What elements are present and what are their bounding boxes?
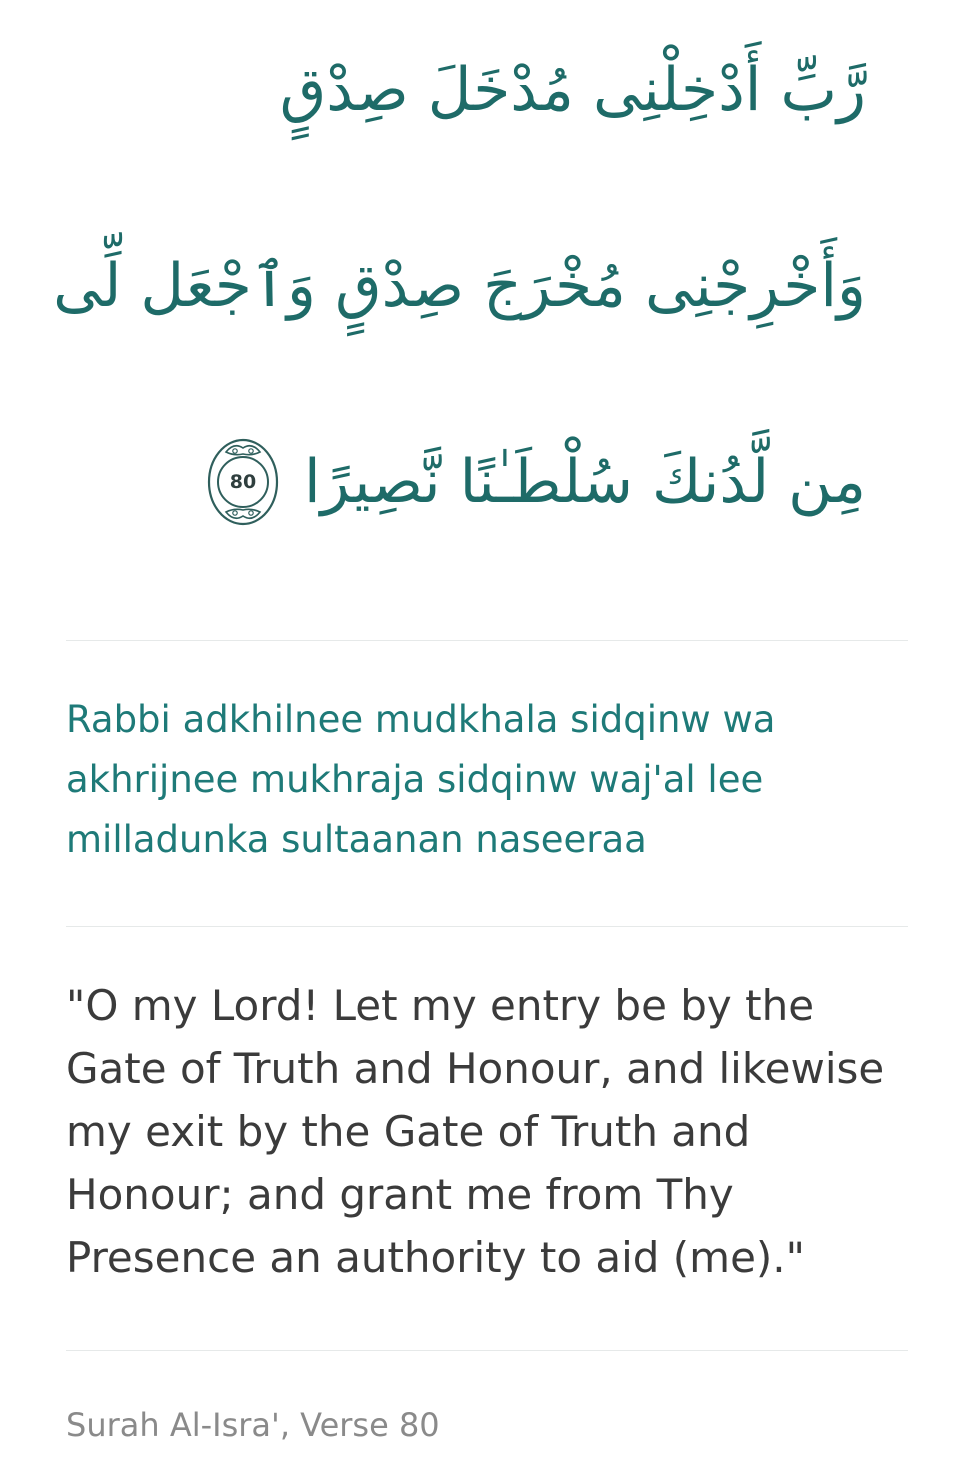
divider-3: [66, 1350, 908, 1351]
divider-2: [66, 926, 908, 927]
verse-reference: Surah Al-Isra', Verse 80: [66, 1406, 440, 1444]
arabic-line-1: رَّبِّ أَدْخِلْنِى مُدْخَلَ صِدْقٍ: [279, 55, 866, 125]
transliteration-text: Rabbi adkhilnee mudkhala sidqinw wa akhrijnee mukhraja sidqinw waj'al lee milladunka sultaanan naseeraa: [66, 698, 776, 861]
verse-number-marker: [204, 434, 282, 530]
translation-text: "O my Lord! Let my entry be by the Gate of Truth and Honour, and likewise my exit by the Gate of Truth and Honour; and grant me from Thy Presence an authority to aid (me).": [66, 981, 885, 1282]
arabic-line-3-container: [66, 422, 866, 542]
arabic-line-2: وَأَخْرِجْنِى مُخْرَجَ صِدْقٍ وَٱجْعَل لِّى: [53, 251, 866, 321]
divider-1: [66, 640, 908, 641]
arabic-verse: [53, 30, 866, 542]
arabic-line-3: مِن لَّدُنكَ سُلْطَـٰنًا نَّصِيرًا: [303, 447, 866, 517]
verse-number: 80: [229, 471, 257, 493]
